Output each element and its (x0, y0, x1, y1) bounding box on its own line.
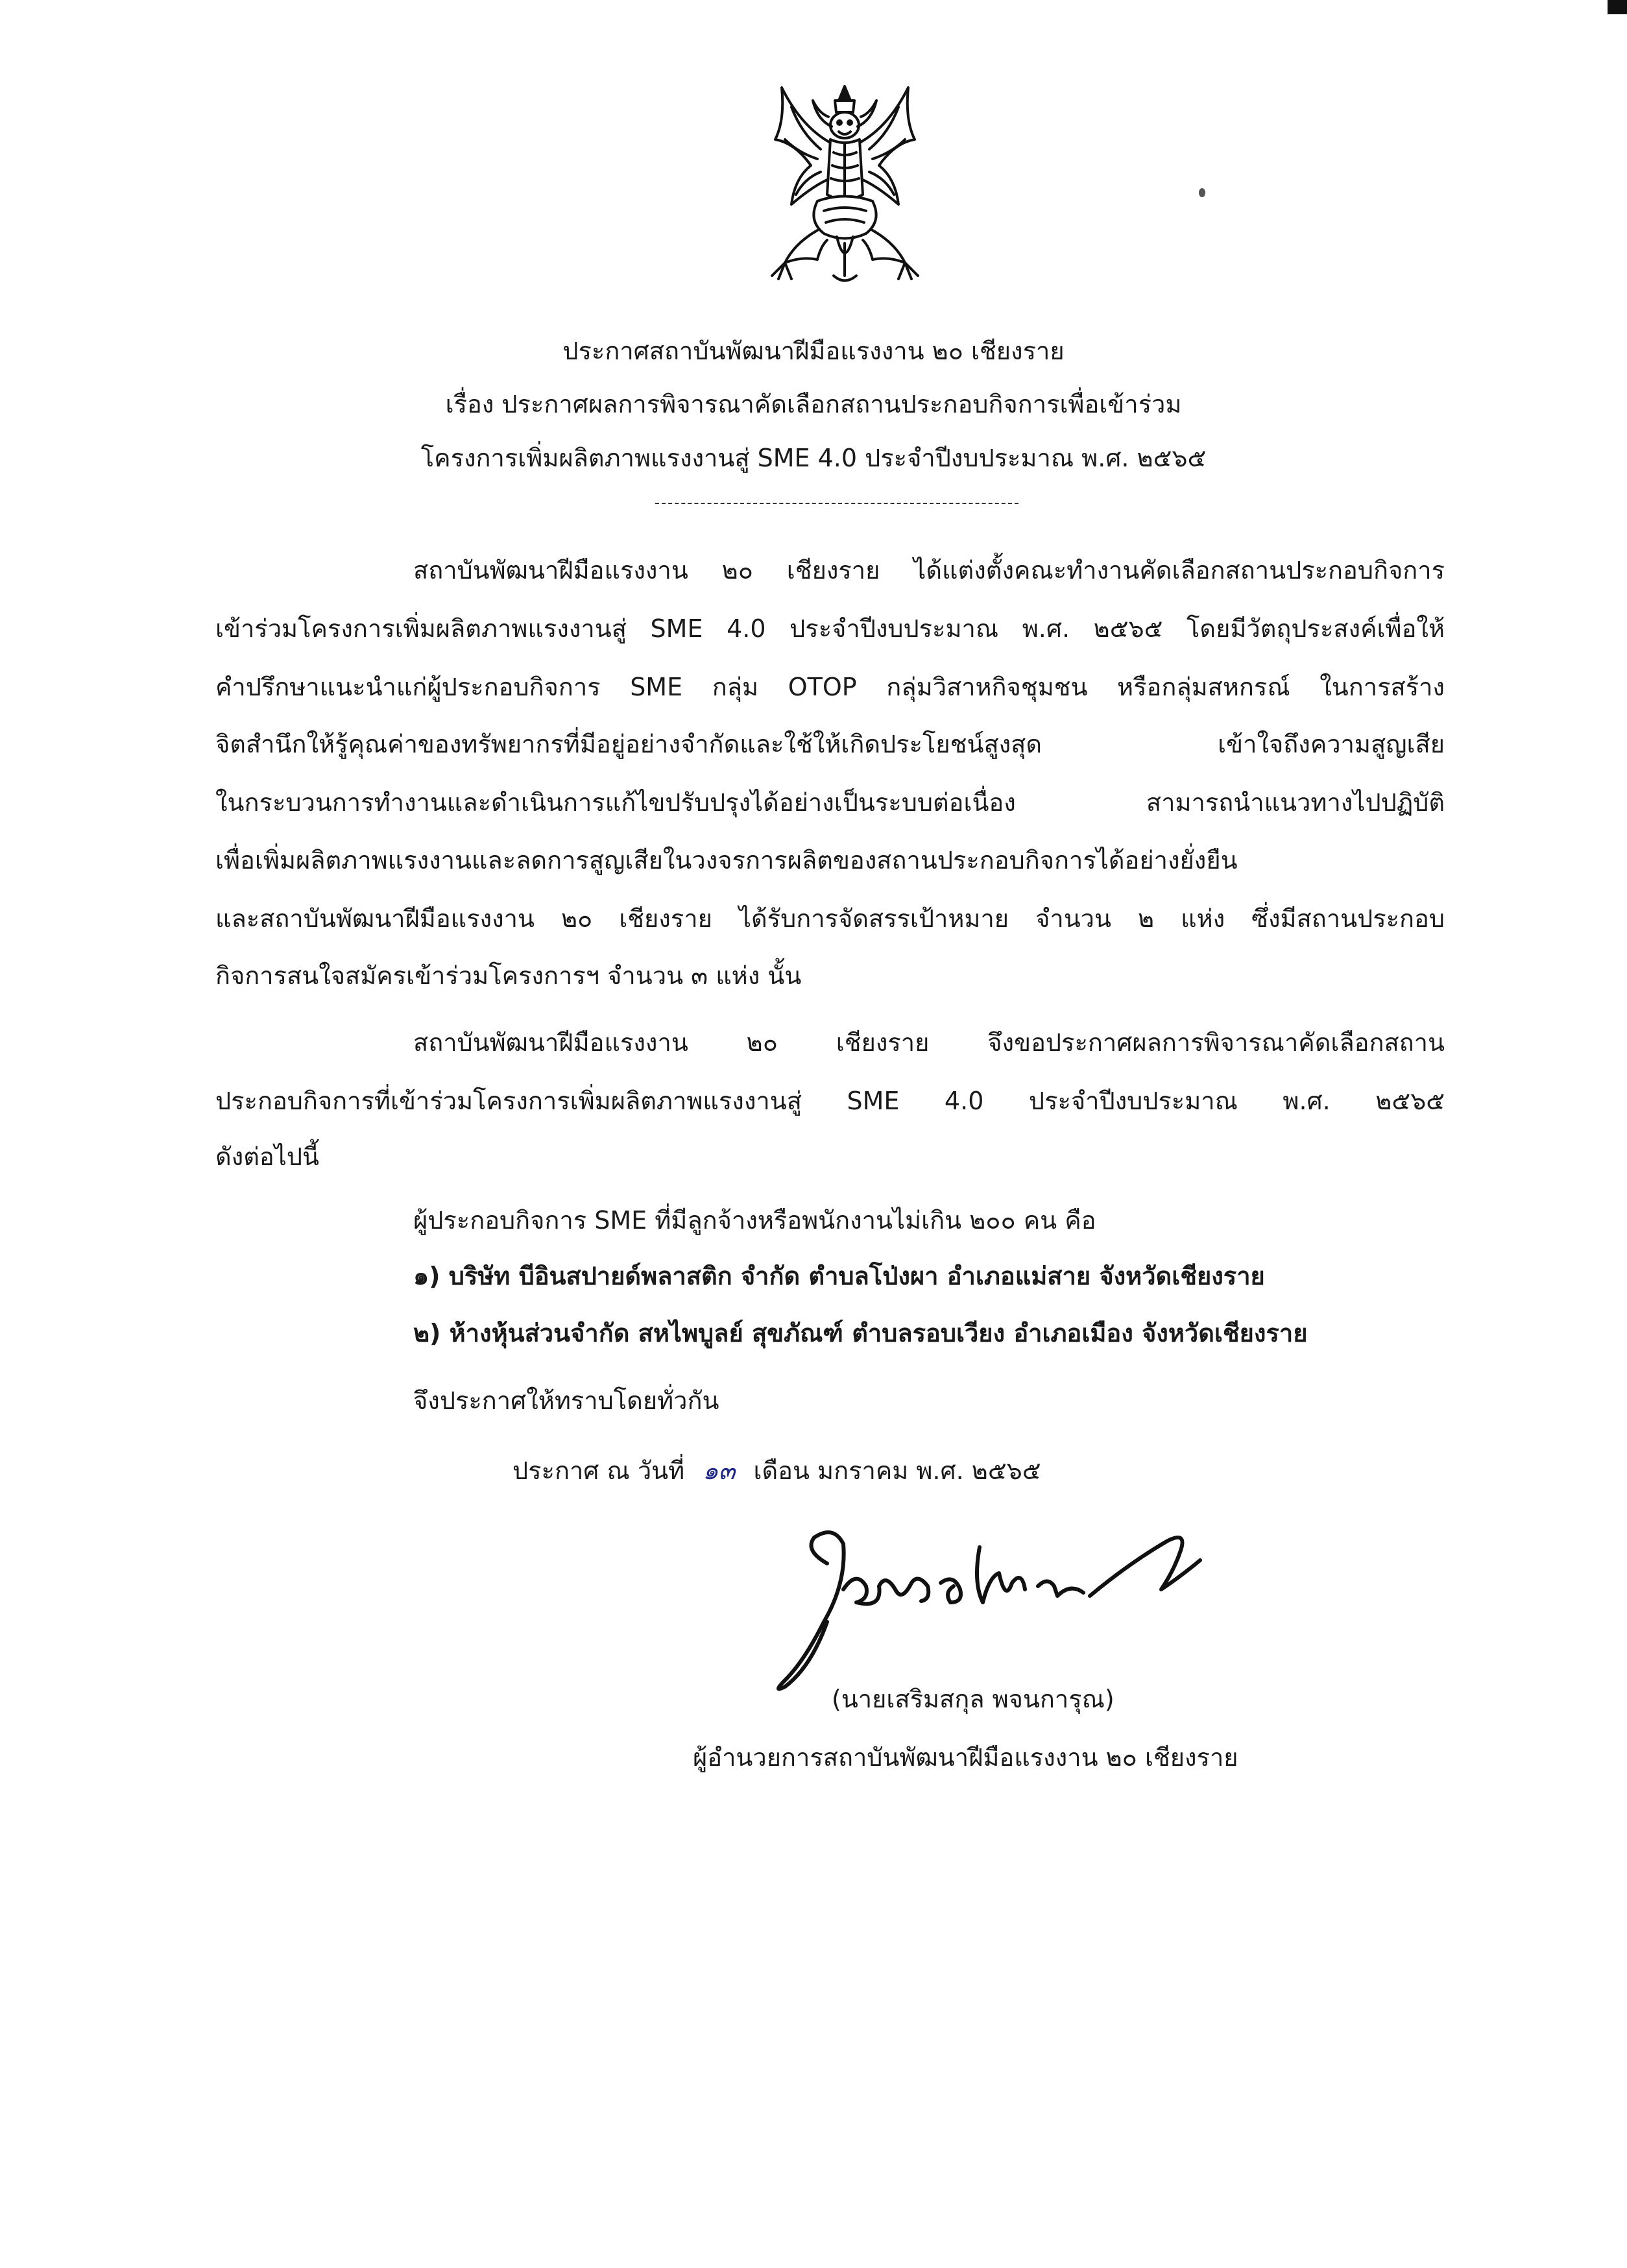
announcement-date (512, 1458, 1041, 1483)
list-intro: ผู้ประกอบกิจการ SME ที่มีลูกจ้างหรือพนักงานไม่เกิน ๒๐๐ คน คือ (413, 1206, 1096, 1235)
paragraph-line: ในกระบวนการทำงานและดำเนินการแก้ไขปรับปรุงได้อย่างเป็นระบบต่อเนื่อง สามารถนำแนวทางไปปฏิบัติ (215, 788, 1445, 817)
paragraph-line: เข้าร่วมโครงการเพิ่มผลิตภาพแรงงานสู่ SME 4.0 ประจำปีงบประมาณ พ.ศ. ๒๕๖๕ โดยมีวัตถุประสงค์เพื่อให้ (215, 614, 1445, 643)
handwritten-signature (765, 1512, 1220, 1706)
paragraph-line: คำปรึกษาแนะนำแก่ผู้ประกอบกิจการ SME กลุ่ม OTOP กลุ่มวิสาหกิจชุมชน หรือกลุ่มสหกรณ์ ในการสร้าง (215, 673, 1445, 701)
date-prefix: ประกาศ ณ วันที่ (512, 1456, 685, 1485)
date-day: ๑๓ (703, 1456, 736, 1485)
list-item: ๒) ห้างหุ้นส่วนจำกัด สหไพบูลย์ สุขภัณฑ์ ตำบลรอบเวียง อำเภอเมือง จังหวัดเชียงราย (413, 1319, 1308, 1347)
closing-text: จึงประกาศให้ทราบโดยทั่วกัน (413, 1386, 719, 1415)
paragraph-line: กิจการสนใจสมัครเข้าร่วมโครงการฯ จำนวน ๓ แห่ง นั้น (215, 961, 802, 990)
subject-line: เรื่อง ประกาศผลการพิจารณาคัดเลือกสถานประกอบกิจการเพื่อเข้าร่วม (445, 390, 1182, 418)
list-item: ๑) บริษัท บีอินสปายด์พลาสติก จำกัด ตำบลโป่งผา อำเภอแม่สาย จังหวัดเชียงราย (413, 1262, 1265, 1290)
signatory-name: (นายเสริมสกุล พจนการุณ) (832, 1685, 1115, 1713)
garuda-emblem-icon (756, 81, 934, 292)
paragraph-line: เพื่อเพิ่มผลิตภาพแรงงานและลดการสูญเสียในวงจรการผลิตของสถานประกอบกิจการได้อย่างยั่งยืน (215, 846, 1238, 875)
paragraph-line: และสถาบันพัฒนาฝีมือแรงงาน ๒๐ เชียงราย ได้รับการจัดสรรเป้าหมาย จำนวน ๒ แห่ง ซึ่งมีสถานประกอบ (215, 904, 1445, 933)
paragraph-line: จิตสำนึกให้รู้คุณค่าของทรัพยากรที่มีอยู่อย่างจำกัดและใช้ให้เกิดประโยชน์สูงสุด เข้าใจถึงความสูญเสีย (215, 730, 1445, 758)
signatory-position: ผู้อำนวยการสถาบันพัฒนาฝีมือแรงงาน ๒๐ เชียงราย (693, 1743, 1238, 1772)
scan-corner-mark (1608, 0, 1627, 14)
announcement-title: ประกาศสถาบันพัฒนาฝีมือแรงงาน ๒๐ เชียงราย (562, 337, 1065, 365)
paragraph-line: สถาบันพัฒนาฝีมือแรงงาน ๒๐ เชียงราย จึงขอประกาศผลการพิจารณาคัดเลือกสถาน (413, 1028, 1445, 1057)
paragraph-line: ดังต่อไปนี้ (215, 1142, 319, 1171)
paragraph-line: สถาบันพัฒนาฝีมือแรงงาน ๒๐ เชียงราย ได้แต่งตั้งคณะทำงานคัดเลือกสถานประกอบกิจการ (413, 556, 1445, 585)
date-month-year: เดือน มกราคม พ.ศ. ๒๕๖๕ (753, 1456, 1041, 1485)
scan-speck (1199, 188, 1205, 197)
paragraph-line: ประกอบกิจการที่เข้าร่วมโครงการเพิ่มผลิตภาพแรงงานสู่ SME 4.0 ประจำปีงบประมาณ พ.ศ. ๒๕๖๕ (215, 1087, 1445, 1115)
subject-line-2: โครงการเพิ่มผลิตภาพแรงงานสู่ SME 4.0 ประจำปีงบประมาณ พ.ศ. ๒๕๖๕ (420, 444, 1207, 472)
separator-rule (655, 503, 1018, 504)
